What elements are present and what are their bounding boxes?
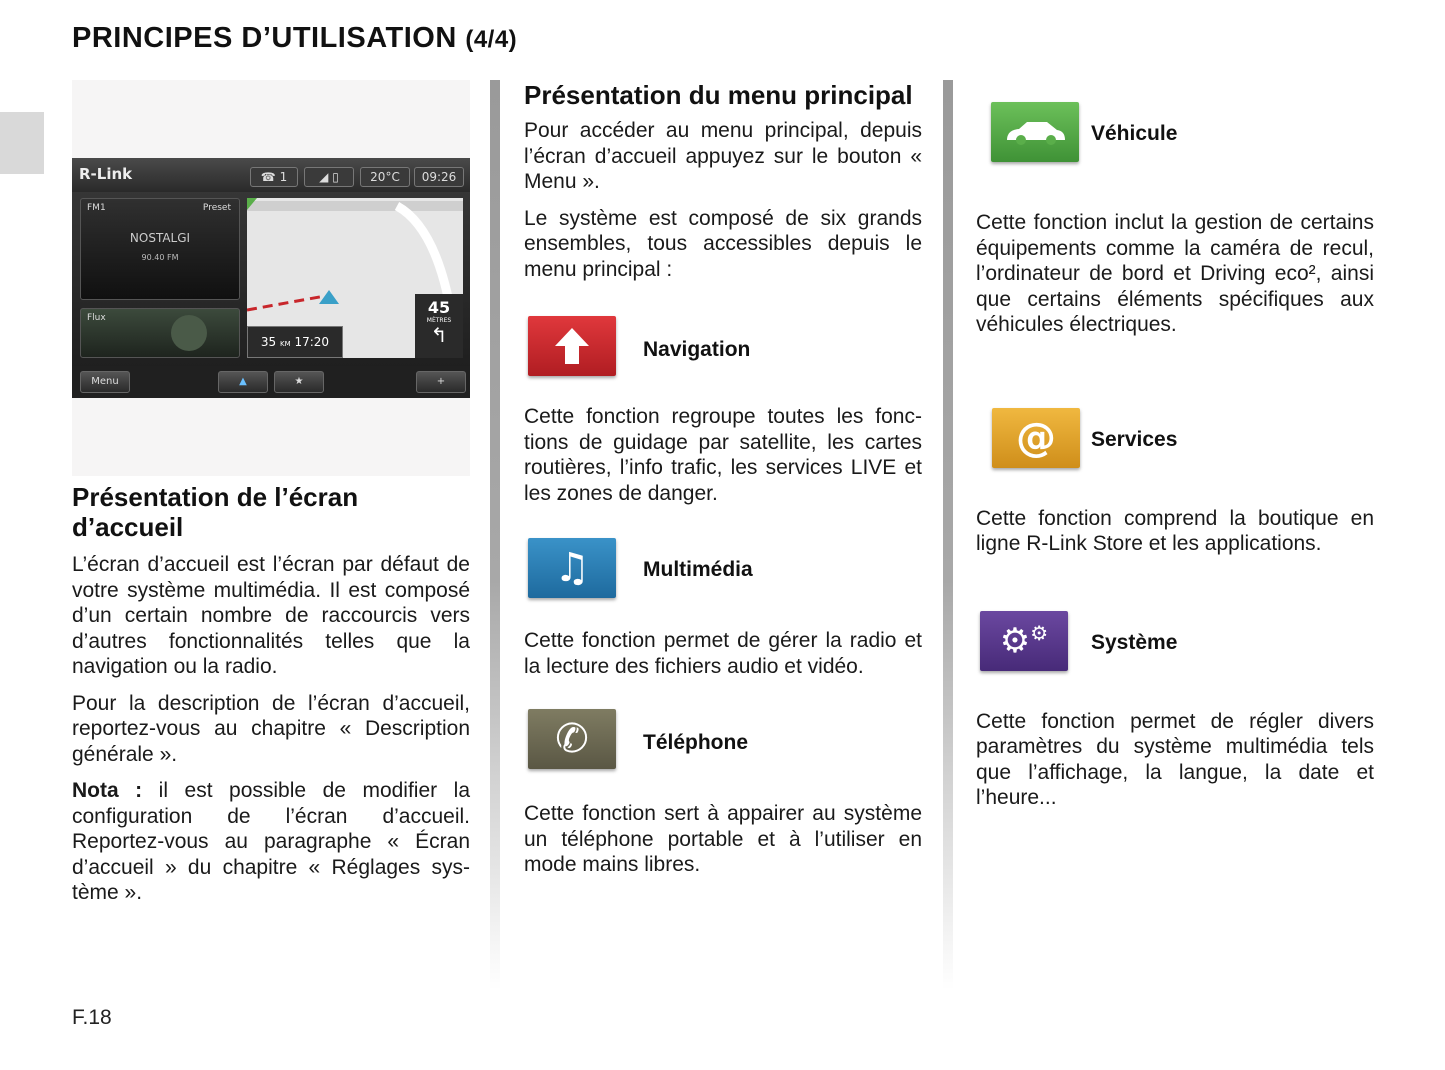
map-widget <box>247 198 463 358</box>
menu-button[interactable]: Menu <box>80 371 130 393</box>
section-heading-menu: Présentation du menu principal <box>524 80 913 110</box>
column-home-screen <box>72 80 470 917</box>
clock: 09:26 <box>414 167 464 187</box>
menu-entry-multimedia <box>524 536 922 628</box>
temperature: 20°C <box>360 167 410 187</box>
services-description: Cette fonction comprend la boutique en ligne R-Link Store et les applications. <box>976 506 1374 555</box>
menu-paragraph-1: Pour accéder au menu principal, depuis l’écran d’accueil appuyez sur le bouton « Menu ». <box>524 119 922 193</box>
radio-frequency: 90.40 FM <box>141 253 179 262</box>
section-heading-home: Présentation de l’écran d’accueil <box>72 482 359 542</box>
home-screen-image <box>72 80 470 476</box>
radio-widget <box>80 198 240 300</box>
column-divider <box>943 80 953 990</box>
flux-icon <box>171 315 207 351</box>
vehicule-description: Cette fonction inclut la gestion de certains équipements comme la caméra de recul, l’ordinateur de bord et Driving eco², ainsi que certains éléments spécifiques aux véhicules électriques. <box>976 211 1374 336</box>
turn-distance: 45 <box>427 298 451 317</box>
navigate-shortcut-icon[interactable]: ▲ <box>218 371 268 393</box>
flux-label: Flux <box>87 313 106 323</box>
page-number: F.18 <box>72 1006 112 1029</box>
screen-status-bar <box>72 158 470 192</box>
flux-widget <box>80 308 240 358</box>
menu-entry-navigation <box>524 312 922 404</box>
car-icon <box>991 102 1079 162</box>
multimedia-label: Multimédia <box>643 558 753 581</box>
at-sign-icon: @ <box>992 408 1080 468</box>
column-main-menu <box>524 80 922 889</box>
phone-handset-icon: ✆ <box>528 709 616 769</box>
signal-icon: ◢ ▯ <box>304 167 354 187</box>
screen-bottom-bar <box>72 366 470 398</box>
home-paragraph-2: Pour la description de l’écran d’accueil, reportez-vous au chapitre « Description générale ». <box>72 691 470 766</box>
column-divider <box>490 80 500 990</box>
remaining-unit: KM <box>280 340 291 348</box>
radio-band: FM1 <box>87 203 106 213</box>
menu-paragraph-2: Le système est composé de six grands ensembles, tous accessibles depuis le menu principal : <box>524 206 922 281</box>
trip-info <box>247 326 343 358</box>
menu-entry-telephone <box>524 709 922 801</box>
rlink-logo: R-Link <box>79 165 133 183</box>
chapter-tab <box>0 112 44 174</box>
systeme-description: Cette fonction permet de régler divers paramètres du système multimédia tels que l’affichage, la langue, la date et l’heure... <box>976 709 1374 809</box>
menu-entry-vehicule <box>976 102 1374 210</box>
home-nota <box>72 778 470 906</box>
music-note-icon: ♫ <box>528 538 616 598</box>
multimedia-description: Cette fonction permet de gérer la radio et la lecture des fichiers audio et vidéo. <box>524 629 922 678</box>
turn-indicator <box>415 294 463 358</box>
turn-distance-unit: MÈTRES <box>426 317 452 324</box>
menu-entry-systeme <box>976 611 1374 709</box>
remaining-distance: 35 <box>260 335 277 349</box>
radio-station: NOSTALGI <box>129 231 191 245</box>
home-paragraph-1: L’écran d’accueil est l’écran par défaut de votre système multimédia. Il est composé d’un certain nombre de raccourcis vers d’autres fonctionnalités telles que la navigation ou la radio. <box>72 553 470 678</box>
nota-label: Nota : <box>72 779 143 802</box>
gears-icon: ⚙⚙ <box>980 611 1068 671</box>
turn-left-arrow-icon: ↰ <box>430 323 448 347</box>
rlink-screen <box>72 158 470 398</box>
menu-entry-services <box>976 408 1374 506</box>
telephone-description: Cette fonction sert à appairer au système un téléphone portable et à l’utiliser en mode mains libres. <box>524 802 922 876</box>
systeme-label: Système <box>1091 630 1178 654</box>
column-menu-continued <box>976 80 1374 822</box>
page-subtitle: (4/4) <box>465 26 518 53</box>
nota-text: il est possible de modifier la configuration de l’écran d’accueil. Reportez-vous au paragraphe « Écran d’accueil » du chapitre « Réglages système ». <box>72 779 470 904</box>
arrival-time: 17:20 <box>294 335 330 349</box>
navigation-arrow-icon <box>528 316 616 376</box>
navigation-description: Cette fonction regroupe toutes les fonctions de guidage par satellite, les cartes routières, l’info trafic, les services LIVE et les zones de danger. <box>524 405 922 505</box>
favorites-star-icon[interactable]: ★ <box>274 371 324 393</box>
radio-preset: Preset <box>202 203 231 213</box>
page-title: PRINCIPES D’UTILISATION (4/4) <box>72 22 518 54</box>
telephone-label: Téléphone <box>643 731 749 754</box>
phone-status: ☎ 1 <box>250 167 298 187</box>
services-label: Services <box>1091 427 1178 451</box>
vehicule-label: Véhicule <box>1091 122 1178 145</box>
navigation-label: Navigation <box>643 338 751 361</box>
add-shortcut-icon[interactable]: + <box>416 371 466 393</box>
